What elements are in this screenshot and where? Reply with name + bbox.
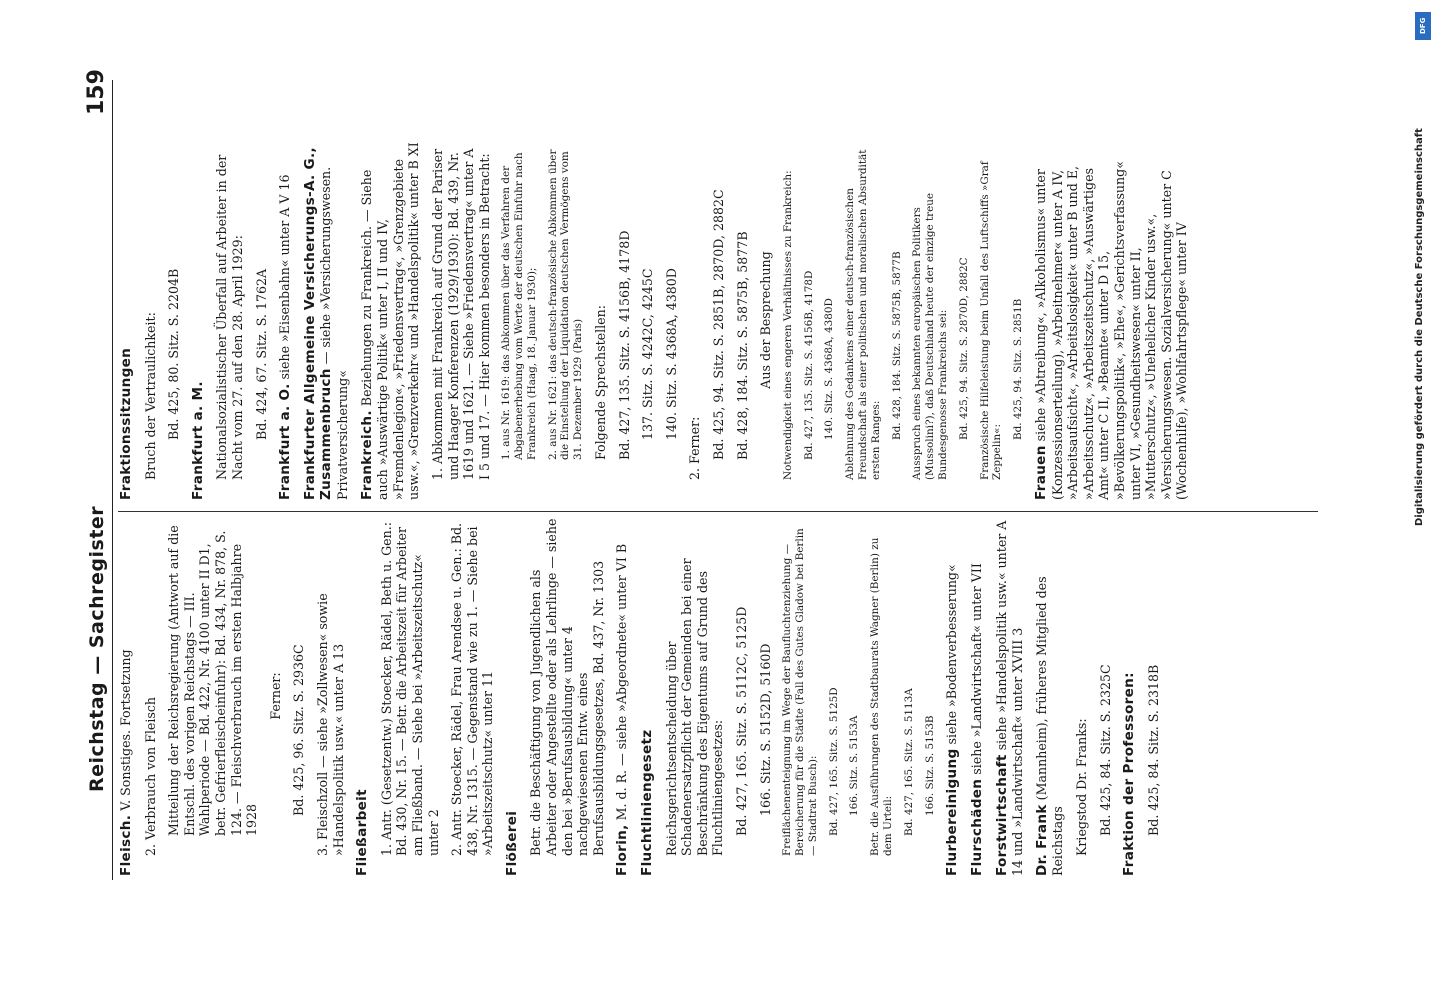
- entry-line: 140. Sitz. S. 4368A, 4380D: [823, 298, 836, 440]
- entry-keyword: Fraktionssitzungen: [118, 347, 134, 500]
- entry-line: Bd. 425, 94. Sitz. S. 2870D, 2882C: [957, 257, 970, 440]
- index-entry: [504, 516, 521, 876]
- entry-line: Mitteilung der Reichsregierung (Antwort auf die Entschl. des vorigen Reichstags — III. Wahlperiode — Bd. 422, Nr. 4100 unter II D1, betr. Gefrierfleischeinfuhr): Bd. 434, Nr. 878, S. 124. — Fleischverbrauch im ersten Halbjahre 1928: [166, 525, 260, 836]
- entry-keyword: Fraktion der Professoren:: [1121, 672, 1138, 876]
- entry-line: 137. Sitz. S. 4242C, 4245C: [640, 268, 656, 440]
- entry-keyword: Frankfurt a. M.: [189, 381, 206, 500]
- entry-line: Folgende Sprechstellen:: [593, 305, 609, 460]
- entry-keyword: Fluchtliniengesetz: [639, 729, 656, 876]
- entry-line: 140. Sitz. S. 4368A, 4380D: [663, 268, 679, 440]
- entry-keyword: Frankfurter Allgemeine Versicherungs-A. G., Zusammenbruch: [301, 147, 335, 500]
- entry-text: (Mannheim), früheres Mitglied des Reichstags: [1033, 576, 1066, 876]
- header-rule: [112, 80, 113, 880]
- entry-text: siehe »Bodenverbesserung«: [944, 564, 960, 745]
- index-entry: [359, 140, 422, 500]
- entry-keyword: Flurschäden: [968, 778, 985, 876]
- entry-text: V. Sonstiges. Fortsetzung: [118, 649, 133, 811]
- entry-keyword: Fließarbeit: [354, 789, 371, 876]
- entry-line: Bd. 427, 165. Sitz. S. 5113A: [902, 688, 915, 836]
- entry-line: 2. Antr. Stoecker, Rädel, Frau Arendsee u. Gen.: Bd. 438, Nr. 1315. — Gegenstand wie zu 1. — Siehe bei »Arbeitszeitschutz« unter 11: [449, 522, 496, 856]
- entry-line: Bd. 425, 94. Sitz. S. 2851B: [1012, 298, 1025, 440]
- subheading: Ferner:: [267, 672, 283, 720]
- running-head: Reichstag — Sachregister: [86, 505, 108, 792]
- entry-keyword: Fleisch.: [118, 814, 134, 876]
- entry-line: Ablehnung des Gedankens einer deutsch-französischen Freundschaft als einer politischen und moralischen Absurdität ersten Ranges:: [844, 149, 882, 480]
- index-entry: [302, 140, 351, 500]
- entry-keyword: Frankreich.: [358, 410, 375, 500]
- index-entry: [118, 140, 135, 500]
- entry-keyword: Frauen: [1032, 445, 1049, 500]
- entry-line: 2. aus Nr. 1621: das deutsch-französische Abkommen über die Einstellung der Liquidation deutschen Vermögens vom 31. Dezember 1929 (Paris): [546, 149, 585, 460]
- entry-line: Betr. die Ausführungen des Stadtbaurats Wagner (Berlin) zu dem Urteil:: [869, 537, 894, 856]
- index-entry: [639, 516, 656, 876]
- entry-line: Bruch der Vertraulichkeit:: [142, 312, 158, 480]
- right-column: [118, 140, 1198, 500]
- entry-line: 166. Sitz. S. 5153B: [923, 715, 936, 816]
- entry-line: Bd. 424, 67. Sitz. S. 1762A: [253, 268, 269, 440]
- entry-line: Französische Hilfeleistung beim Unfall des Luftschiffs »Graf Zeppelin«:: [978, 161, 1004, 480]
- entry-line: Kriegstod Dr. Franks:: [1073, 718, 1089, 856]
- entry-line: Freiflächenenteignung im Wege der Baufluchtenziehung — Bereicherung für die Städte (Fall des Gutes Gladow bei Berlin — Stadtrat Busch):: [781, 528, 819, 856]
- index-entry: [614, 516, 631, 876]
- entry-line: Reichsgerichtsentscheidung über Schadenersatzpflicht der Gemeinden bei einer Beschränkung des Eigentums auf Grund des Fluchtliniengesetzes:: [663, 558, 726, 856]
- entry-line: Betr. die Beschäftigung von Jugendlichen als Arbeiter oder Angestellte oder als Lehrlinge — siehe den bei »Berufsausbildung« unter 4 nachgewiesenen Entw. eines Berufsausbildungsgesetzes, Bd. 437, Nr. 1303: [528, 518, 606, 856]
- entry-text: siehe »Landwirtschaft« unter VII: [968, 563, 984, 775]
- entry-keyword: Forstwirtschaft: [993, 754, 1010, 876]
- entry-keyword: Florin,: [614, 824, 631, 876]
- entry-line: Bd. 427, 165. Sitz. S. 5125D: [827, 687, 840, 836]
- entry-line: Nationalsozialistischer Überfall auf Arbeiter in der Nacht vom 27. auf den 28. April 1929:: [214, 154, 245, 480]
- index-entry: [969, 516, 986, 876]
- entry-line: 1. aus Nr. 1619: das Abkommen über das Verfahren der Abgabenerhebung vom Werte der deutschen Einfuhr nach Frankreich (Haag, 18. Januar 1930);: [500, 152, 538, 460]
- entry-line: 166. Sitz. S. 5152D, 5160D: [757, 643, 773, 816]
- entry-text: siehe »Eisenbahn« unter A V 16: [277, 174, 293, 380]
- entry-line: 2. Ferner:: [687, 416, 703, 480]
- entry-line: Bd. 427, 135. Sitz. S. 4156B, 4178D: [616, 230, 632, 460]
- index-entry: [190, 140, 207, 500]
- entry-line: Bd. 425, 96. Sitz. S. 2936C: [291, 644, 307, 816]
- index-entry: [277, 140, 294, 500]
- entry-keyword: Flößerei: [503, 810, 520, 876]
- entry-line: Bd. 427, 165. Sitz. S. 5112C, 5125D: [734, 606, 749, 836]
- entry-keyword: Dr. Frank: [1033, 804, 1050, 876]
- entry-line: Ausspruch eines bekannten europäischen Politikers (Mussolini?), daß Deutschland heute der einzige treue Bundesgenosse Frankreichs sei:: [911, 192, 949, 480]
- column-divider: [118, 511, 1318, 512]
- entry-line: 3. Fleischzoll — siehe »Zollwesen« sowie »Handelspolitik usw.« unter A 13: [314, 593, 346, 856]
- index-entry: [354, 516, 371, 876]
- entry-line: Bd. 425, 94. Sitz. S. 2851B, 2870D, 2882C: [711, 189, 727, 460]
- index-entry: [1034, 516, 1066, 876]
- left-column: [118, 516, 1169, 876]
- entry-text: Beziehungen zu Frankreich. — Siehe auch »Auswärtige Politik« unter I, II und IV, »Fremdenlegion«, »Friedensvertrag«, »Grenzgebiete usw.«, »Grenzverkehr« und »Handelspolitik« unter B XI: [358, 142, 422, 500]
- entry-line: Bd. 425, 84. Sitz. S. 2318B: [1145, 664, 1161, 836]
- entry-line: Bd. 428, 184. Sitz. S. 5875B, 5877B: [734, 231, 750, 460]
- dfg-sidebar: [1414, 12, 1432, 532]
- index-entry: [1033, 140, 1190, 500]
- entry-line: 2. Verbrauch von Fleisch: [142, 697, 158, 856]
- entry-line: Bd. 428, 184. Sitz. S. 5875B, 5877B: [890, 251, 903, 440]
- entry-text: — siehe »Versicherungswesen. Privatversicherung«: [318, 166, 350, 500]
- index-entry: [118, 516, 135, 876]
- entry-text: siehe »Handelspolitik usw.« unter A 14 und »Landwirtschaft« unter XVIII 3: [993, 520, 1026, 876]
- entry-line: Notwendigkeit eines engeren Verhältnisses zu Frankreich:: [781, 170, 794, 480]
- subheading: Aus der Besprechung: [758, 251, 774, 389]
- entry-line: Bd. 425, 80. Sitz. S. 2204B: [166, 268, 182, 440]
- entry-text: M. d. R. — siehe »Abgeordnete« unter VI B: [614, 543, 630, 821]
- entry-line: 1. Antr. (Gesetzentw.) Stoecker, Rädel, Beth u. Gen.: Bd. 430, Nr. 15. — Betr. die Arbeitszeit für Arbeiter am Fließband. — Siehe bei »Arbeitszeitschutz« unter 2: [378, 522, 441, 856]
- index-entry: [1121, 516, 1138, 876]
- dfg-logo-icon: DFG: [1415, 12, 1431, 40]
- entry-line: 166. Sitz. S. 5153A: [848, 715, 861, 816]
- page-header: [82, 0, 112, 1000]
- entry-line: 1. Abkommen mit Frankreich auf Grund der Pariser und Haager Konferenzen (1929/1930): Bd. 439, Nr. 1619 und 1621. — Siehe »Friedensvertrag« unter A I 5 und 17. — Hier kommen besonders in Betracht:: [429, 148, 492, 480]
- entry-text: siehe »Abtreibung«, »Alkoholismus« unter (Konzessionserteilung), »Arbeitnehmer« unter A IV, »Arbeitsaufsicht«, »Arbeitslosigkeit« unter B und E, »Arbeitsschutz«, »Arbeitszeitschutz«, »Auswärtiges Amt« unter C II, »Beamte« unter D 15, »Bevölkerungspolitik«, »Ehe«, »Gerichtsverfassung« unter VI, »Gesundheitswesen« unter II, »Mutterschutz«, »Unehelicher Kinder usw.«, »Versicherungswesen. Sozialversicherung« unter C (Wochenhilfe), »Wohlfahrtspflege« unter IV: [1032, 161, 1190, 500]
- funding-credit: Digitalisierung gefördert durch die Deutsche Forschungsgemeinschaft: [1414, 128, 1425, 526]
- entry-line: Bd. 427, 135. Sitz. S. 4156B, 4178D: [802, 270, 815, 460]
- entry-keyword: Frankfurt a. O.: [277, 383, 294, 500]
- page-number: 159: [84, 69, 109, 115]
- index-entry: [994, 516, 1026, 876]
- entry-keyword: Flurbereinigung: [944, 748, 961, 876]
- index-entry: [944, 516, 961, 876]
- entry-line: Bd. 425, 84. Sitz. S. 2325C: [1097, 664, 1113, 836]
